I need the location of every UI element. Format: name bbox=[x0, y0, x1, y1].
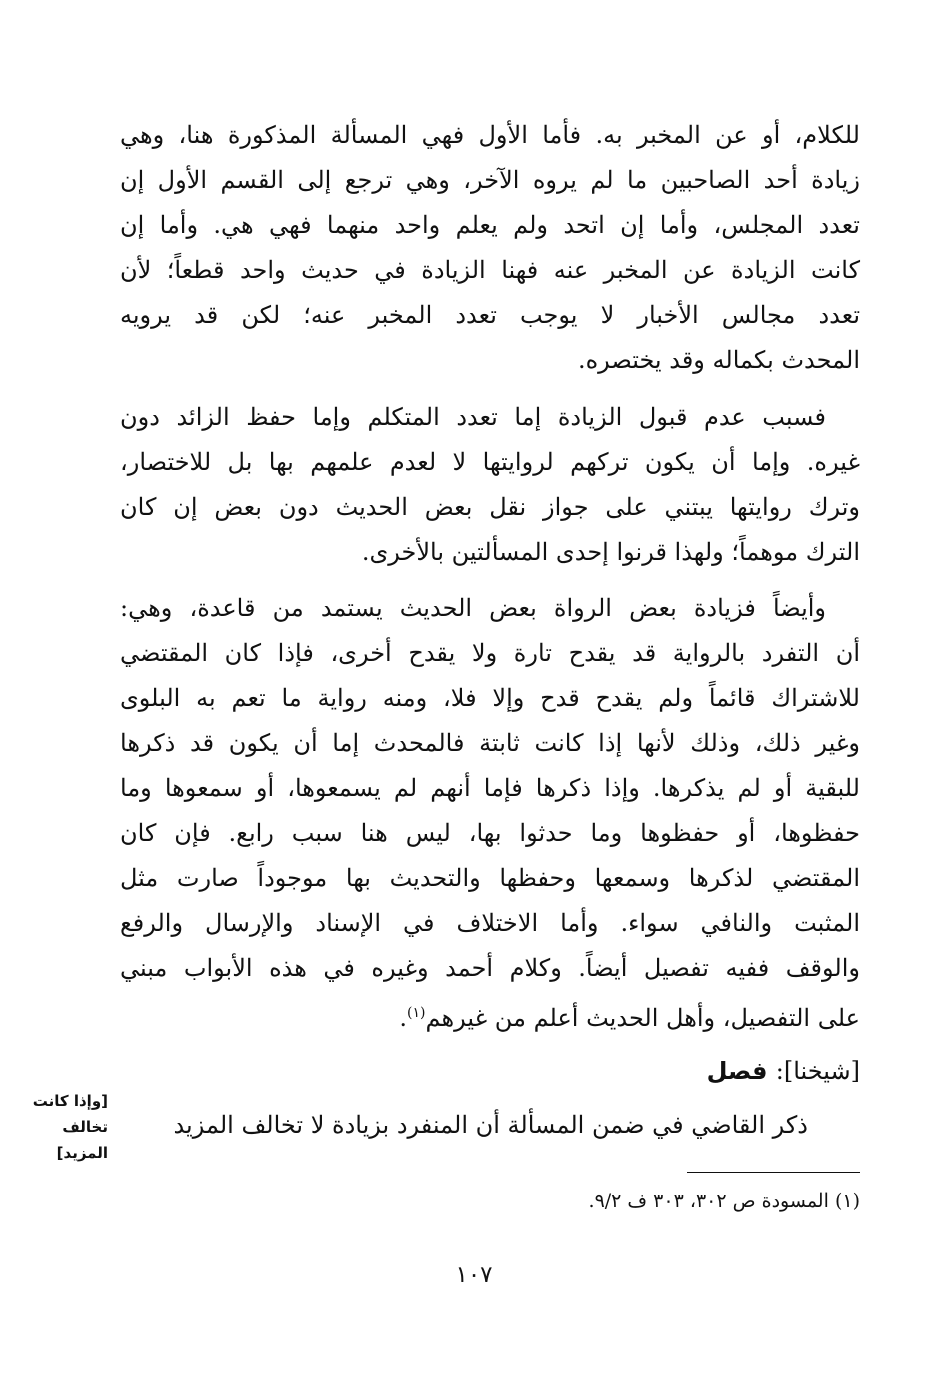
section-first-line: ذكر القاضي في ضمن المسألة أن المنفرد بزيادة لا تخالف المزيد bbox=[173, 1111, 808, 1139]
margin-note bbox=[8, 1088, 108, 1166]
paragraph-2 bbox=[120, 395, 860, 575]
paragraph-1 bbox=[120, 113, 860, 383]
section-heading bbox=[707, 1048, 860, 1093]
paragraph-3 bbox=[120, 586, 860, 1036]
text-line: المثبت والنافي سواء. وأما الاختلاف في الإسناد والإرسال والرفع bbox=[120, 909, 860, 937]
text-line: حفظوها، أو حفظوها وما حدثوا بها، ليس هنا سبب رابع. فإن كان bbox=[120, 819, 860, 847]
text-line: تعدد مجالس الأخبار لا يوجب تعدد المخبر عنه؛ لكن قد يرويه bbox=[120, 301, 860, 329]
text-line: والوقف ففيه تفصيل أيضاً. وكلام أحمد وغيره في هذه الأبواب مبني bbox=[120, 954, 860, 982]
page-number: ١٠٧ bbox=[455, 1262, 493, 1288]
margin-note-line: المزيد] bbox=[56, 1144, 108, 1162]
text-line: المحدث بكماله وقد يختصره. bbox=[577, 346, 860, 374]
text-line: كانت الزيادة عن المخبر عنه فهنا الزيادة في حديث واحد قطعاً؛ لأن bbox=[120, 256, 860, 284]
text-line: زيادة أحد الصاحبين ما لم يروه الآخر، وهي ترجع إلى القسم الأول إن bbox=[120, 166, 860, 194]
margin-note-line: تخالف bbox=[62, 1118, 108, 1136]
heading-title: فصل bbox=[706, 1057, 768, 1085]
text-segment: على التفصيل، وأهل الحديث أعلم من غيرهم bbox=[425, 1004, 860, 1032]
margin-note-line: [وإذا كانت bbox=[32, 1092, 108, 1110]
text-line: أن التفرد بالرواية قد يقدح تارة ولا يقدح أخرى، فإذا كان المقتضي bbox=[120, 639, 860, 667]
footnote-text: المسودة ص ٣٠٢، ٣٠٣ ف ٩/٢. bbox=[588, 1190, 829, 1212]
text-line: المقتضي لذكرها وسمعها وحفظها والتحديث بها موجوداً صارت مثل bbox=[120, 864, 860, 892]
text-line: للاشتراك قائماً ولم يقدح قدح وإلا فلا، ومنه رواية ما تعم به البلوى bbox=[120, 684, 860, 712]
sentence-end: . bbox=[399, 1004, 408, 1032]
text-line: وأيضاً فزيادة بعض الرواة بعض الحديث يستمد من قاعدة، وهي: bbox=[120, 594, 826, 622]
footnote-marker: (١) bbox=[407, 1005, 426, 1021]
text-line: للبقية أو لم يذكرها. وإذا ذكرها فإما أنهم لم يسمعوها، أو سمعوها وما bbox=[120, 774, 860, 802]
text-line: غيره. وإما أن يكون تركهم لروايتها لا لعدم علمهم بها بل للاختصار، bbox=[120, 448, 860, 476]
text-line-with-footnote bbox=[120, 991, 860, 1036]
text-line: للكلام، أو عن المخبر به. فأما الأول فهي المسألة المذكورة هنا، وهي bbox=[120, 121, 860, 149]
footnote-number: (١) bbox=[834, 1190, 860, 1212]
footnote bbox=[589, 1186, 860, 1216]
text-line: وغير ذلك، وذلك لأنها إذا كانت ثابتة فالمحدث إما أن يكون قد ذكرها bbox=[120, 729, 860, 757]
text-line: فسبب عدم قبول الزيادة إما تعدد المتكلم وإما حفظ الزائد دون bbox=[120, 403, 826, 431]
text-line: تعدد المجلس، وأما إن اتحد ولم يعلم واحد منهما فهي هي. وأما إن bbox=[120, 211, 860, 239]
text-line: وترك روايتها يبتني على جواز نقل بعض الحديث دون بعض إن كان bbox=[120, 493, 861, 521]
heading-label: [شيخنا]: bbox=[775, 1057, 860, 1085]
text-line: الترك موهماً؛ ولهذا قرنوا إحدى المسألتين بالأخرى. bbox=[361, 538, 860, 566]
footnote-separator bbox=[687, 1172, 860, 1173]
